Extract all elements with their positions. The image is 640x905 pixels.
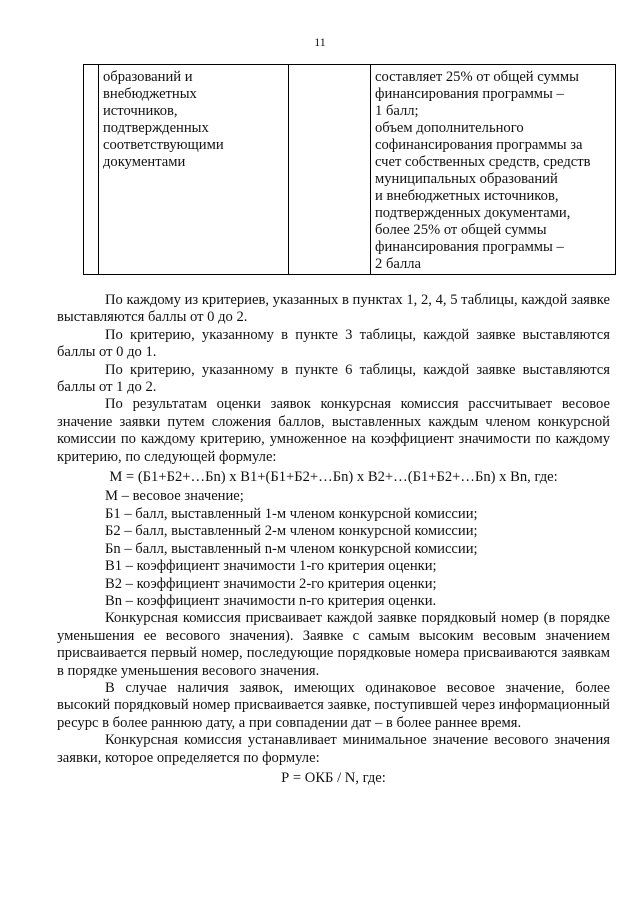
scoring-line: 2 балла bbox=[375, 256, 422, 272]
scoring-line: счет собственных средств, средств bbox=[375, 154, 591, 170]
criterion-line: подтвержденных bbox=[103, 120, 209, 136]
formula-minimum: Р = ОКБ / N, где: bbox=[281, 769, 386, 786]
table-cell-number bbox=[84, 65, 99, 275]
scoring-line: софинансирования программы за bbox=[375, 137, 583, 153]
paragraph-scores-criterion-3: По критерию, указанному в пункте 3 таблицы, каждой заявке выставляются баллы от 0 до 1. bbox=[57, 326, 610, 361]
definition-item: М – весовое значение; bbox=[105, 488, 244, 505]
definition-item: В2 – коэффициент значимости 2-го критерия оценки; bbox=[105, 575, 437, 592]
scoring-line: подтвержденных документами, bbox=[375, 205, 571, 221]
table-cell-coefficient bbox=[289, 65, 371, 275]
definition-item: Б1 – балл, выставленный 1-м членом конкурсной комиссии; bbox=[105, 505, 478, 522]
page-number: 11 bbox=[314, 35, 326, 49]
criterion-line: соответствующими bbox=[103, 137, 224, 153]
table-cell-criterion bbox=[99, 65, 289, 275]
criterion-line: документами bbox=[103, 154, 186, 170]
paragraph-weight-calculation: По результатам оценки заявок конкурсная комиссия рассчитывает весовое значение заявки путем сложения баллов, выставленных каждым членом конкурсной комиссии по каждому критерию, умноженное на коэффициент значимости по каждому критерию, по следующей формуле: bbox=[57, 396, 610, 465]
paragraph-equal-weight: В случае наличия заявок, имеющих одинаковое весовое значение, более высокий порядковый номер присваивается заявке, поступившей через информационный ресурс в более раннюю дату, а при совпадении дат – в более раннее время. bbox=[57, 679, 610, 731]
scoring-line: 1 балл; bbox=[375, 103, 419, 119]
criterion-line: внебюджетных bbox=[103, 86, 197, 102]
paragraph-scores-criterion-6: По критерию, указанному в пункте 6 таблицы, каждой заявке выставляются баллы от 1 до 2. bbox=[57, 361, 610, 396]
table-cell-scoring bbox=[371, 65, 616, 275]
scoring-line: составляет 25% от общей суммы bbox=[375, 69, 579, 85]
criterion-line: источников, bbox=[103, 103, 178, 119]
paragraph-ordinal-number: Конкурсная комиссия присваивает каждой заявке порядковый номер (в порядке уменьшения ее весового значения). Заявке с самым высоким весовым значением присваивается первый номер, последующие порядковые номера присваиваются заявкам в порядке уменьшения весового значения. bbox=[57, 610, 610, 679]
criterion-line: образований и bbox=[103, 69, 193, 85]
scoring-line: более 25% от общей суммы bbox=[375, 222, 547, 238]
definition-item: Б2 – балл, выставленный 2-м членом конкурсной комиссии; bbox=[105, 523, 478, 540]
definition-item: В1 – коэффициент значимости 1-го критерия оценки; bbox=[105, 558, 437, 575]
document-body bbox=[57, 292, 610, 787]
scoring-line: и внебюджетных источников, bbox=[375, 188, 559, 204]
table-row bbox=[84, 65, 616, 275]
scoring-line: муниципальных образований bbox=[375, 171, 558, 187]
definition-item: Бn – балл, выставленный n-м членом конкурсной комиссии; bbox=[105, 540, 478, 557]
scoring-line: финансирования программы – bbox=[375, 239, 564, 255]
scoring-line: объем дополнительного bbox=[375, 120, 524, 136]
paragraph-scores-criteria-1-2-4-5: По каждому из критериев, указанных в пунктах 1, 2, 4, 5 таблицы, каждой заявке выставляются баллы от 0 до 2. bbox=[57, 292, 610, 326]
scoring-line: финансирования программы – bbox=[375, 86, 564, 102]
paragraph-minimum-value: Конкурсная комиссия устанавливает минимальное значение весового значения заявки, которое определяется по формуле: bbox=[57, 732, 610, 766]
criteria-table-fragment bbox=[83, 64, 616, 275]
formula-weight: М = (Б1+Б2+…Бn) х В1+(Б1+Б2+…Бn) х В2+…(Б1+Б2+…Бn) х Вn, где: bbox=[109, 469, 558, 486]
definition-item: Вn – коэффициент значимости n-го критерия оценки. bbox=[105, 592, 437, 609]
